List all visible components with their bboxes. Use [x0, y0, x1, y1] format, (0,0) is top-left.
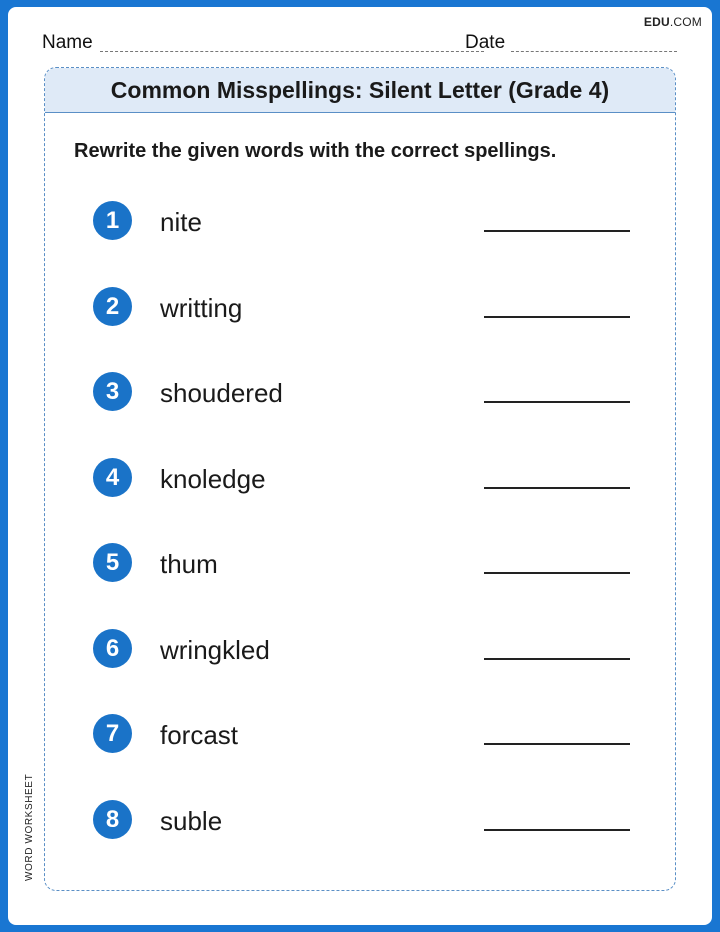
answer-line[interactable]: [484, 316, 630, 318]
worksheet-type-label: WORD WORKSHEET: [24, 773, 35, 881]
name-date-row: [42, 32, 678, 56]
word-list: [45, 68, 675, 890]
exercise-panel: [44, 67, 676, 891]
item-number-badge: 1: [93, 201, 132, 240]
misspelled-word: writting: [160, 293, 243, 323]
misspelled-word: suble: [160, 806, 223, 836]
item-number-badge: 8: [93, 800, 132, 839]
list-item: [93, 712, 633, 756]
worksheet-page: [8, 7, 712, 925]
item-number-badge: 6: [93, 629, 132, 668]
brand-logo-bold: EDU: [643, 15, 670, 29]
worksheet-title: Common Misspellings: Silent Letter (Grade 4): [45, 68, 675, 113]
answer-line[interactable]: [484, 230, 630, 232]
answer-line[interactable]: [484, 487, 630, 489]
answer-line[interactable]: [484, 401, 630, 403]
answer-line[interactable]: [484, 658, 630, 660]
answer-line[interactable]: [484, 572, 630, 574]
list-item: [93, 798, 633, 842]
misspelled-word: wringkled: [160, 635, 270, 665]
misspelled-word: shoudered: [160, 378, 283, 408]
misspelled-word: knoledge: [160, 464, 266, 494]
list-item: [93, 199, 633, 243]
misspelled-word: forcast: [160, 720, 239, 750]
misspelled-word: nite: [160, 207, 202, 237]
item-number-badge: 3: [93, 372, 132, 411]
list-item: [93, 370, 633, 414]
list-item: [93, 541, 633, 585]
list-item: [93, 456, 633, 500]
brand-logo: [644, 15, 702, 29]
answer-line[interactable]: [484, 829, 630, 831]
name-label: Name: [42, 32, 93, 53]
name-field-line[interactable]: [100, 51, 484, 52]
item-number-badge: 7: [93, 714, 132, 753]
misspelled-word: thum: [160, 549, 218, 579]
list-item: [93, 285, 633, 329]
list-item: [93, 627, 633, 671]
item-number-badge: 5: [93, 543, 132, 582]
brand-logo-suffix: .COM: [669, 15, 702, 29]
instructions-text: Rewrite the given words with the correct spellings.: [74, 140, 557, 162]
answer-line[interactable]: [484, 743, 630, 745]
date-label: Date: [465, 32, 506, 53]
item-number-badge: 4: [93, 458, 132, 497]
date-field-line[interactable]: [511, 51, 677, 52]
item-number-badge: 2: [93, 287, 132, 326]
